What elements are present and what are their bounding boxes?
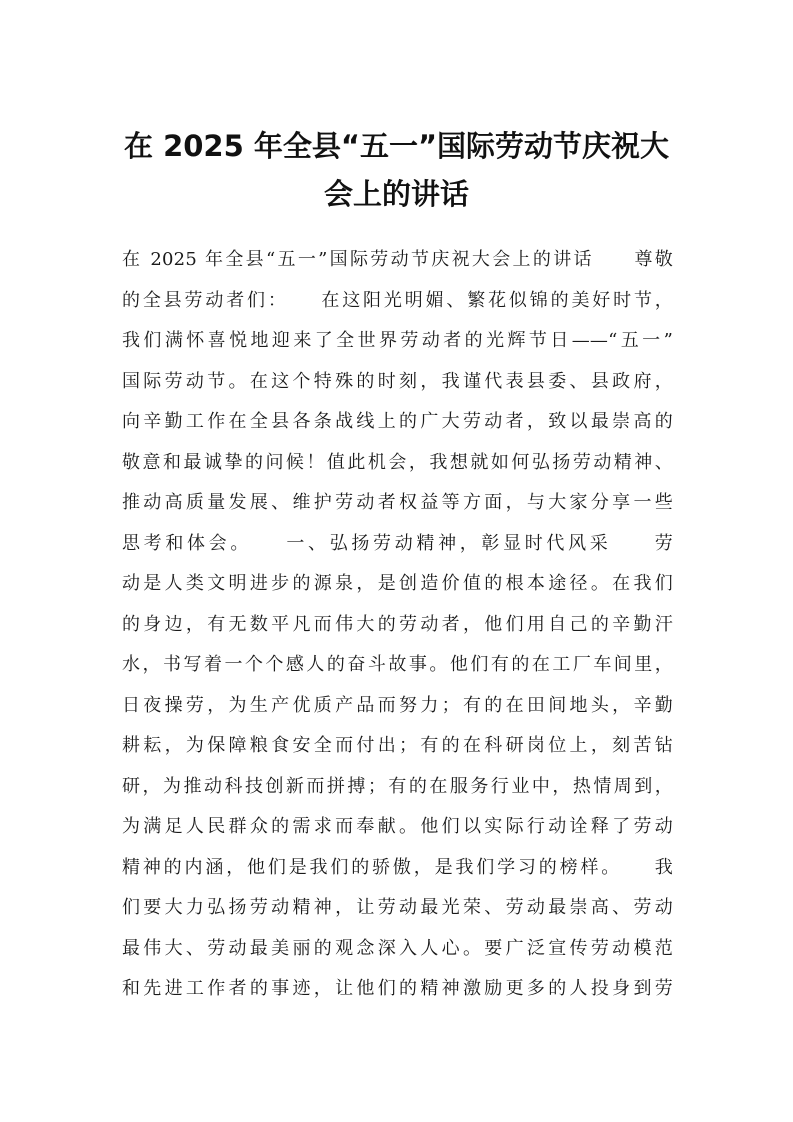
title-line-2: 会上的讲话 [323, 177, 469, 211]
body-line: 国际劳动节。在这个特殊的时刻，我谨代表县委、县政府， [122, 370, 673, 392]
speech-body [122, 240, 673, 1010]
document-title [110, 122, 683, 218]
body-line: 和先进工作者的事迹，让他们的精神激励更多的人投身到劳 [122, 978, 673, 999]
body-line: 为满足人民群众的需求而奉献。他们以实际行动诠释了劳动 [122, 816, 673, 837]
body-line: 推动高质量发展、维护劳动者权益等方面，与大家分享一些 [122, 492, 673, 513]
body-line: 在 2025 年全县“五一”国际劳动节庆祝大会上的讲话 尊敬 [122, 249, 673, 270]
body-line: 精神的内涵，他们是我们的骄傲，是我们学习的榜样。 我 [122, 856, 673, 878]
body-line: 思考和体会。 一、弘扬劳动精神，彰显时代风采 劳 [122, 532, 673, 554]
body-line: 敬意和最诚挚的问候！值此机会，我想就如何弘扬劳动精神、 [122, 451, 673, 473]
title-line-1: 在 2025 年全县“五一”国际劳动节庆祝大 [123, 129, 670, 163]
body-line: 我们满怀喜悦地迎来了全世界劳动者的光辉节日——“五一” [122, 330, 673, 351]
body-line: 水，书写着一个个感人的奋斗故事。他们有的在工厂车间里， [122, 654, 673, 675]
body-line: 的身边，有无数平凡而伟大的劳动者，他们用自己的辛勤汗 [122, 613, 673, 635]
body-line: 最伟大、劳动最美丽的观念深入人心。要广泛宣传劳动模范 [122, 937, 673, 959]
body-line: 向辛勤工作在全县各条战线上的广大劳动者，致以最崇高的 [122, 411, 673, 432]
body-line: 动是人类文明进步的源泉，是创造价值的根本途径。在我们 [122, 573, 673, 594]
body-line: 们要大力弘扬劳动精神，让劳动最光荣、劳动最崇高、劳动 [122, 897, 673, 918]
body-line: 日夜操劳，为生产优质产品而努力；有的在田间地头，辛勤 [122, 694, 673, 716]
body-line: 耕耘，为保障粮食安全而付出；有的在科研岗位上，刻苦钻 [122, 735, 673, 756]
body-line: 研，为推动科技创新而拼搏；有的在服务行业中，热情周到， [122, 775, 673, 797]
body-line: 的全县劳动者们： 在这阳光明媚、繁花似锦的美好时节， [122, 289, 673, 311]
